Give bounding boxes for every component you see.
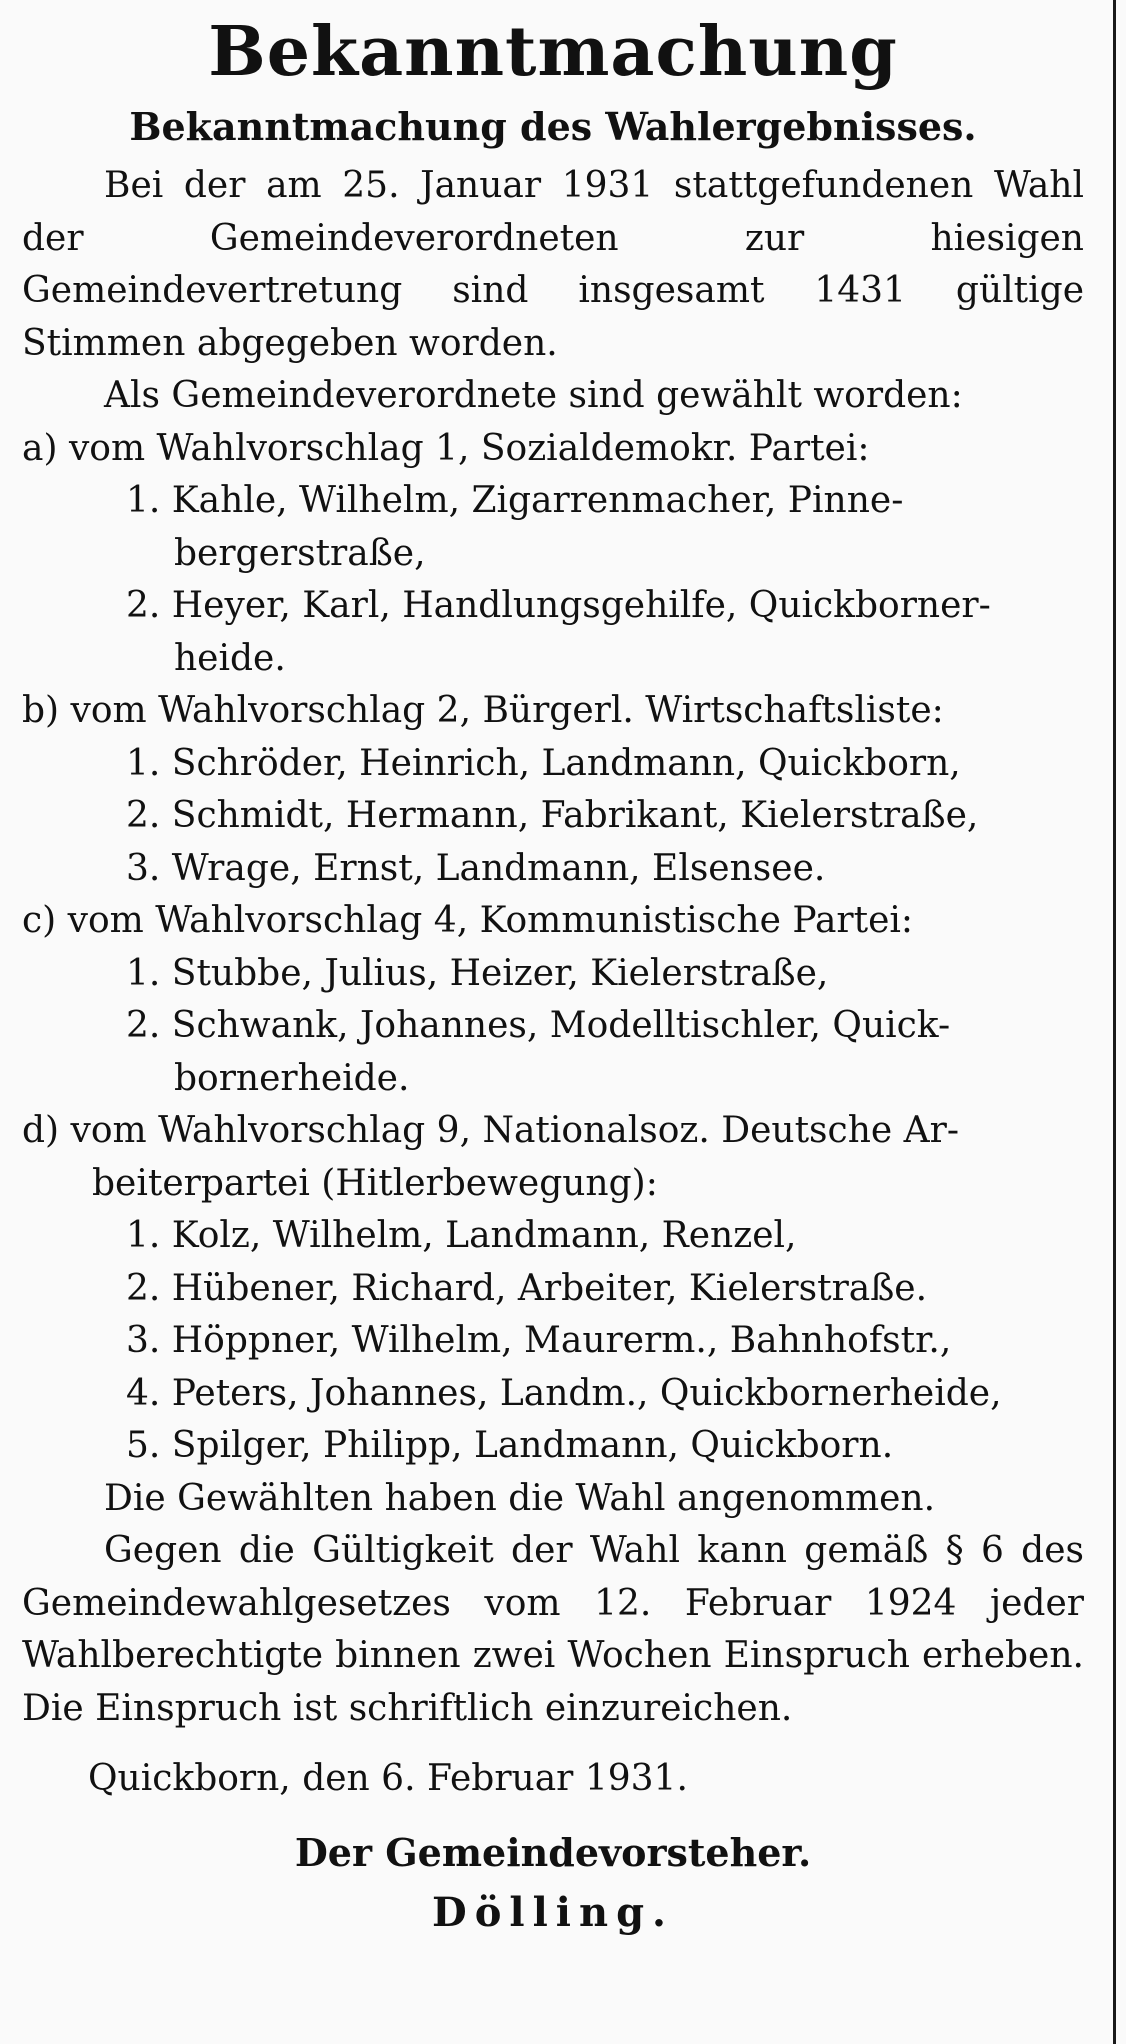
elected-intro: Als Gemeindeverordnete sind gewählt worden: — [104, 375, 963, 416]
list-item: 1. Kahle, Wilhelm, Zigarrenmacher, Pinne- — [126, 480, 904, 521]
list-item: 4. Peters, Johannes, Landm., Quickbornerheide, — [126, 1372, 1002, 1414]
group-heading: d) vom Wahlvorschlag 9, Nationalsoz. Deutsche Ar- — [22, 1110, 960, 1151]
intro-paragraph: Bei der am 25. Januar 1931 stattgefundenen Wahl der Gemeindeverordneten zur hiesigen Gemeindevertretung sind insgesamt 1431 gültige Stimmen abgegeben worden. — [22, 165, 1084, 364]
place-date: Quickborn, den 6. Februar 1931. — [88, 1758, 688, 1799]
list-item: 1. Stubbe, Julius, Heizer, Kielerstraße, — [126, 952, 829, 994]
list-item: 2. Schmidt, Hermann, Fabrikant, Kielerstraße, — [126, 795, 979, 836]
group-b — [22, 685, 1084, 895]
list-item: 2. Schwank, Johannes, Modelltischler, Quick- — [126, 1005, 951, 1046]
group-a — [22, 423, 1084, 686]
accepted-paragraph: Die Gewählten haben die Wahl angenommen. — [104, 1477, 936, 1519]
group-c — [22, 895, 1084, 1105]
list-item: 3. Wrage, Ernst, Landmann, Elsensee. — [126, 847, 826, 889]
list-item: 1. Schröder, Heinrich, Landmann, Quickborn, — [126, 742, 961, 784]
spacer — [22, 1806, 1084, 1824]
list-item-continuation: heide. — [174, 637, 286, 679]
announcement-subtitle: Bekanntmachung des Wahlergebnisses. — [129, 104, 977, 149]
column-rule — [1113, 0, 1116, 2044]
list-item: 2. Heyer, Karl, Handlungsgehilfe, Quickborner- — [126, 585, 991, 626]
list-item: 2. Hübener, Richard, Arbeiter, Kielerstraße. — [126, 1267, 928, 1309]
group-heading: c) vom Wahlvorschlag 4, Kommunistische Partei: — [22, 900, 914, 941]
objection-paragraph: Gegen die Gültigkeit der Wahl kann gemäß § 6 des Gemeindewahlgesetzes vom 12. Februar 1924 jeder Wahlberechtigte binnen zwei Wochen Einspruch erheben. Die Einspruch ist schriftlich einzureichen. — [22, 1530, 1084, 1729]
list-item-continuation: bornerheide. — [174, 1057, 410, 1099]
group-heading: b) vom Wahlvorschlag 2, Bürgerl. Wirtschaftsliste: — [22, 690, 944, 731]
signature-name: Dölling. — [432, 1888, 674, 1936]
list-item-continuation: bergerstraße, — [174, 532, 426, 574]
list-item: 1. Kolz, Wilhelm, Landmann, Renzel, — [126, 1215, 797, 1256]
list-item: 5. Spilger, Philipp, Landmann, Quickborn. — [126, 1425, 894, 1466]
announcement-title: Bekanntmachung — [208, 12, 898, 92]
spacer — [22, 1735, 1084, 1753]
group-heading-continuation: beiterpartei (Hitlerbewegung): — [92, 1162, 658, 1204]
announcement-column — [22, 6, 1084, 1944]
signature-office: Der Gemeindevorsteher. — [294, 1829, 812, 1875]
list-item: 3. Höppner, Wilhelm, Maurerm., Bahnhofstr., — [126, 1320, 952, 1361]
group-heading: a) vom Wahlvorschlag 1, Sozialdemokr. Partei: — [22, 427, 870, 469]
group-d — [22, 1105, 1084, 1473]
